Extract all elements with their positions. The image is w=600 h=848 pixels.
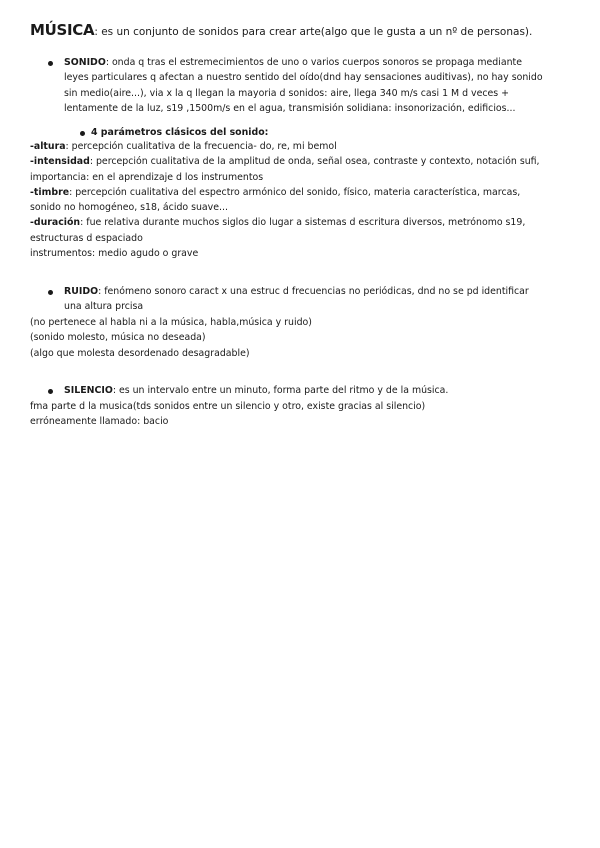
- bullet-dot-icon: [48, 389, 53, 394]
- silencio-notes: [30, 399, 580, 430]
- ruido-term: RUIDO: [64, 286, 99, 297]
- title-term: MÚSICA: [30, 21, 95, 39]
- ruido-note-3: (algo que molesta desordenado desagradable): [30, 347, 250, 359]
- param-intensidad-cont: importancia: en el aprendizaje d los instrumentos: [30, 171, 264, 183]
- bullet-dot-icon: [48, 61, 53, 66]
- sonido-line-2: leyes particulares q afectan a nuestro sentido del oído(dnd hay sensaciones auditivas), no hay sonido: [64, 72, 543, 84]
- silencio-text: [64, 383, 578, 398]
- bullet-dot-icon: [48, 290, 53, 295]
- silencio-bullet: [48, 383, 578, 398]
- ruido-bullet: [48, 284, 578, 315]
- ruido-line-1: : fenómeno sonoro caract x una estruc d frecuencias no periódicas, dnd no se pd identificar: [98, 286, 529, 297]
- sonido-bullet: [48, 55, 578, 116]
- music-definition: [30, 20, 575, 42]
- ruido-text: [64, 284, 578, 315]
- silencio-term: SILENCIO: [64, 385, 113, 396]
- parametros-heading: 4 parámetros clásicos del sonido:: [80, 126, 500, 140]
- silencio-note-1: fma parte d la musica(tds sonidos entre un silencio y otro, existe gracias al silencio): [30, 401, 426, 412]
- sonido-text: [64, 55, 578, 116]
- silencio-line-1: : es un intervalo entre un minuto, forma parte del ritmo y de la música.: [112, 385, 449, 396]
- sonido-line-1: : onda q tras el estremecimientos de uno o varios cuerpos sonoros se propaga mediante: [105, 57, 522, 68]
- parametros-list: [30, 139, 580, 261]
- bullet-dot-icon: [80, 131, 85, 136]
- ruido-notes: [30, 315, 580, 361]
- ruido-line-2: una altura prcisa: [64, 301, 144, 313]
- param-duracion-cont: estructuras d espaciado: [30, 232, 143, 244]
- instrumentos-line: instrumentos: medio agudo o grave: [30, 248, 199, 260]
- param-duracion: -duración: fue relativa durante muchos siglos dio lugar a sistemas d escritura diversos, metrónomo s19,: [30, 217, 526, 229]
- param-intensidad: -intensidad: percepción cualitativa de la amplitud de onda, señal osea, contraste y contexto, notación sufi,: [30, 156, 540, 168]
- param-timbre: -timbre: percepción cualitativa del espectro armónico del sonido, físico, materia característica, marcas,: [30, 186, 521, 198]
- sonido-line-3: sin medio(aire...), via x la q llegan la mayoria d sonidos: aire, llega 340 m/s casi 1 M d veces +: [64, 87, 510, 99]
- param-timbre-cont: sonido no homogéneo, s18, ácido suave...: [30, 202, 228, 214]
- title-definition: : es un conjunto de sonidos para crear arte(algo que le gusta a un nº de personas).: [94, 26, 533, 38]
- silencio-note-2: erróneamente llamado: bacio: [30, 416, 169, 428]
- ruido-note-1: (no pertenece al habla ni a la música, habla,música y ruido): [30, 317, 312, 328]
- sonido-term: SONIDO: [64, 57, 106, 68]
- ruido-note-2: (sonido molesto, música no deseada): [30, 332, 206, 344]
- param-altura: -altura: percepción cualitativa de la frecuencia- do, re, mi bemol: [30, 141, 337, 152]
- sonido-line-4: lentamente de la luz, s19 ,1500m/s en el agua, transmisión solidiana: insonorización, edificios...: [64, 102, 516, 114]
